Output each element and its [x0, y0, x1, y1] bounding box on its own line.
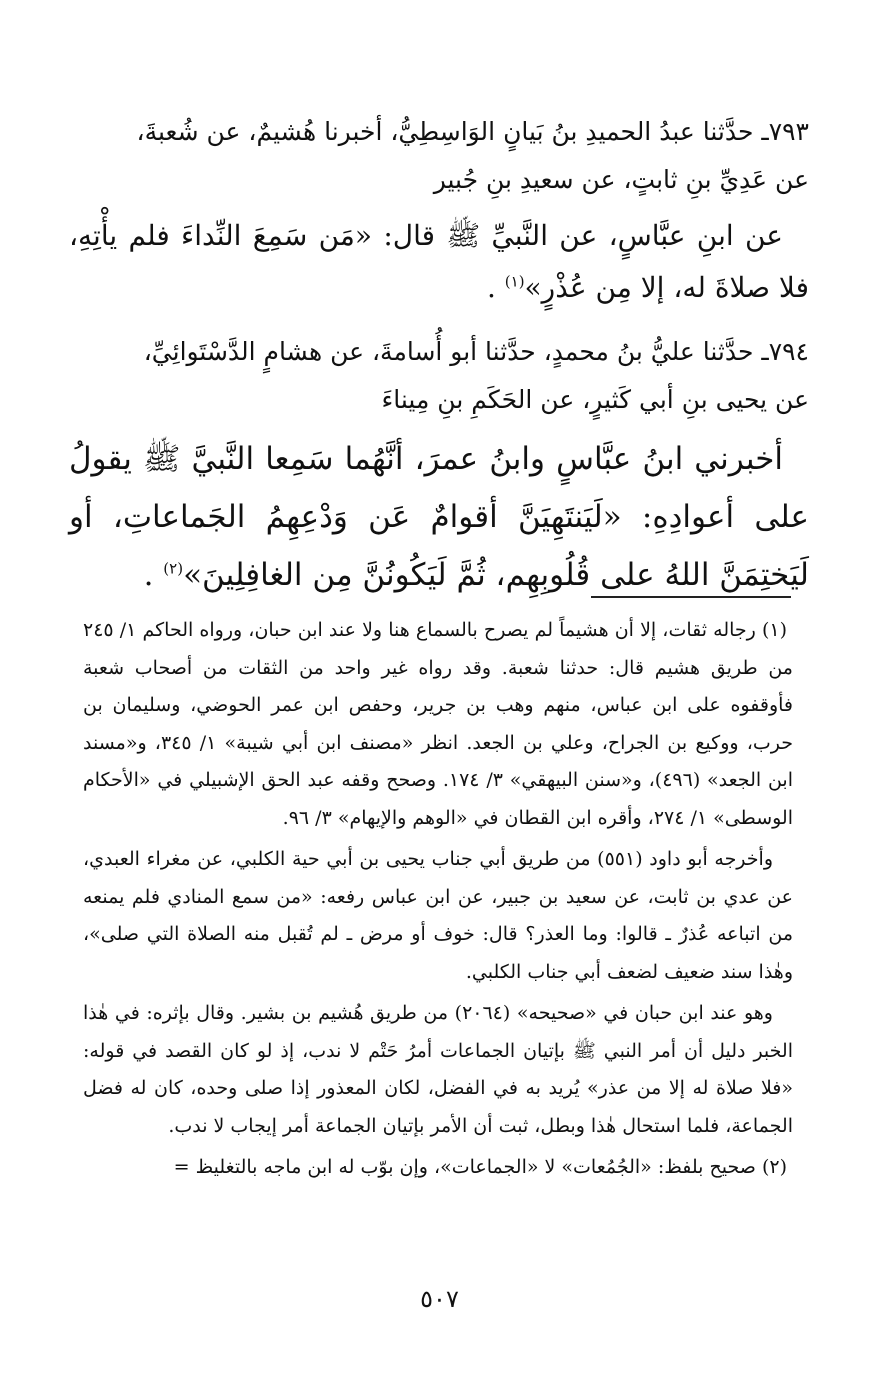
isnad-line: ٧٩٣ـ حدَّثنا عبدُ الحميدِ بنُ بَيانٍ الوَاسِطِيُّ، أخبرنا هُشيمٌ، عن شُعبةَ، — [136, 117, 809, 146]
main-text — [69, 108, 809, 618]
footnote-1: (١) رجاله ثقات، إلا أن هشيماً لم يصرح بالسماع هنا ولا عند ابن حبان، ورواه الحاكم ١/ ٢٤٥ من طريق هشيم قال: حدثنا شعبة. وقد رواه غير واحد من الثقات من أصحاب شعبة فأوقفوه على ابن عباس، منهم وهب بن جرير، وحفص ابن عمر الحوضي، وسليمان بن حرب، ووكيع بن الجراح، وعلي بن الجعد. انظر «مصنف ابن أبي شيبة» ١/ ٣٤٥، و«مسند ابن الجعد» (٤٩٦)، و«سنن البيهقي» ٣/ ١٧٤. وصحح وقفه عبد الحق الإشبيلي في «الأحكام الوسطى» ١/ ٢٧٤، وأقره ابن القطان في «الوهم والإيهام» ٣/ ٩٦. — [83, 619, 793, 829]
footnotes — [83, 612, 793, 1191]
footnote-1-continued: وأخرجه أبو داود (٥٥١) من طريق أبي جناب يحيى بن أبي حية الكلبي، عن مغراء العبدي، عن عدي بن ثابت، عن سعيد بن جبير، عن ابن عباس رفعه: «من سمع المنادي فلم يمنعه من اتباعه عُذرٌ ـ قالوا: وما العذر؟ قال: خوف أو مرض ـ لم تُقبل منه الصلاة التي صلى»، وهٰذا سند ضعيف لضعف أبي جناب الكلبي. — [83, 848, 793, 983]
hadith-793-isnad — [69, 108, 809, 204]
isnad-line: ٧٩٤ـ حدَّثنا عليُّ بنُ محمدٍ، حدَّثنا أبو أُسامةَ، عن هشامٍ الدَّسْتَوائِيِّ، — [143, 337, 809, 366]
hadith-794-matn — [69, 430, 809, 604]
matn-end: . — [486, 271, 505, 304]
isnad-line: عن يحيى بنِ أبي كَثيرٍ، عن الحَكَمِ بنِ مِيناءَ — [381, 385, 809, 414]
isnad-line: عن عَدِيِّ بنِ ثابتٍ، عن سعيدِ بنِ جُبير — [433, 165, 809, 194]
matn-text: أخبرني ابنُ عبَّاسٍ وابنُ عمرَ، أنَّهُما سَمِعا النَّبيَّ ﷺ يقولُ على أعوادِهِ: «لَيَنتَهِيَنَّ أقوامٌ عَن وَدْعِهِمُ الجَماعاتِ، أو لَيَختِمَنَّ اللهُ على قُلُوبِهِم، ثُمَّ لَيَكُونُنَّ مِن الغافِلِينَ» — [69, 441, 809, 593]
footnote-1-continued: وهو عند ابن حبان في «صحيحه» (٢٠٦٤) من طريق هُشيم بن بشير. وقال بإثره: في هٰذا الخبر دليل أن أمر النبي ﷺ بإتيان الجماعات أمرُ حَتْم لا ندب، إذ لو كان القصد في قوله: «فلا صلاة له إلا من عذر» يُريد به في الفضل، لكان المعذور إذا صلى وحده، كان له فضل الجماعة، فلما استحال هٰذا وبطل، ثبت أن الأمر بإتيان الجماعة أمر إيجاب لا ندب. — [83, 1002, 793, 1137]
page-number: ٥٠٧ — [420, 1285, 459, 1313]
footnote-separator — [591, 596, 791, 598]
hadith-793-matn — [69, 210, 809, 314]
matn-text: عن ابنِ عبَّاسٍ، عن النَّبيِّ ﷺ قال: «مَن سَمِعَ النِّداءَ فلم يأْتِهِ، فلا صلاةَ له، إلا مِن عُذْرٍ» — [69, 219, 809, 304]
footnote-ref[interactable]: (٢) — [163, 559, 184, 578]
footnote-ref[interactable]: (١) — [504, 272, 525, 291]
hadith-794-isnad — [69, 328, 809, 424]
matn-end: . — [143, 557, 164, 593]
footnote-2: (٢) صحيح بلفظ: «الجُمُعات» لا «الجماعات»، وإن بوّب له ابن ماجه بالتغليظ = — [173, 1156, 787, 1178]
